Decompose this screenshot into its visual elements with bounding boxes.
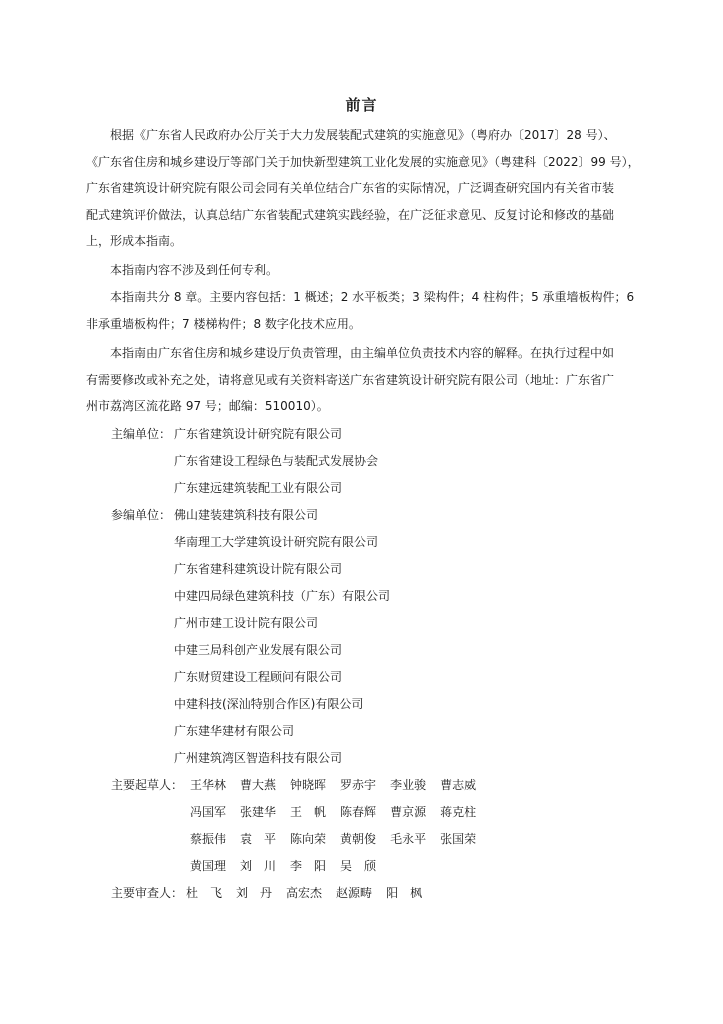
drafter-name: 蔡振伟: [190, 832, 227, 846]
drafter-name: 陈向荣: [290, 832, 327, 846]
drafter-name: 王华林: [190, 778, 227, 792]
drafter-name: 黄国理: [190, 859, 227, 873]
drafters-row: [190, 804, 490, 820]
drafter-name: 蒋克柱: [440, 805, 477, 819]
drafters-row: [190, 777, 490, 793]
paragraph-line: 配式建筑评价做法，认真总结广东省装配式建筑实践经验，在广泛征求意见、反复讨论和修改的基础: [86, 207, 615, 222]
drafter-name: 曹志威: [440, 778, 477, 792]
reviewers-label: 主要审查人：: [111, 886, 184, 900]
paragraph-basis: [86, 122, 656, 255]
drafter-name: 冯国军: [190, 805, 227, 819]
reviewer-name: 赵源畴: [336, 886, 373, 900]
drafter-name: 罗赤宇: [340, 778, 377, 792]
paragraph-patent: [86, 257, 656, 284]
participating-unit: 广州市建工设计院有限公司: [174, 616, 319, 630]
participating-unit: 佛山建装建筑科技有限公司: [174, 508, 319, 522]
drafter-name: 毛永平: [390, 832, 427, 846]
drafters-label: 主要起草人：: [111, 778, 184, 792]
reviewers-row: [186, 885, 436, 901]
paragraph-line: 非承重墙板构件；7 楼梯构件；8 数字化技术应用。: [86, 316, 361, 331]
drafter-name: 曹大燕: [240, 778, 277, 792]
drafter-name: 张建华: [240, 805, 277, 819]
chief-unit: 广东建远建筑装配工业有限公司: [174, 481, 343, 495]
drafter-name: 张国荣: [440, 832, 477, 846]
paragraph-line: 本指南共分 8 章。主要内容包括：1 概述；2 水平板类；3 梁构件；4 柱构件；5 承重墙板构件；6: [110, 290, 635, 304]
drafter-name: 曹京源: [390, 805, 427, 819]
drafter-name: 刘 川: [240, 859, 277, 873]
participating-unit: 中建四局绿色建筑科技（广东）有限公司: [174, 589, 391, 603]
reviewer-name: 刘 丹: [236, 886, 273, 900]
paragraph-line: 有需要修改或补充之处，请将意见或有关资料寄送广东省建筑设计研究院有限公司（地址：广东省广: [86, 372, 615, 387]
drafter-name: 李 阳: [290, 859, 327, 873]
drafters-row: [190, 858, 390, 874]
participating-unit: 广东省建科建筑设计院有限公司: [174, 562, 343, 576]
participating-unit: 中建科技(深汕特别合作区)有限公司: [174, 697, 364, 711]
participating-unit: 广东建华建材有限公司: [174, 724, 295, 738]
chief-unit: 广东省建设工程绿色与装配式发展协会: [174, 454, 379, 468]
drafter-name: 吴 颀: [340, 859, 377, 873]
drafter-name: 王 帆: [290, 805, 327, 819]
drafter-name: 钟晓晖: [290, 778, 327, 792]
chief-unit: 广东省建筑设计研究院有限公司: [174, 427, 343, 441]
paragraph-line: 州市荔湾区流花路 97 号；邮编：510010）。: [86, 399, 329, 413]
drafter-name: 袁 平: [240, 832, 277, 846]
paragraph-line: 上，形成本指南。: [86, 234, 183, 248]
participating-unit: 广东财贸建设工程顾问有限公司: [174, 670, 343, 684]
drafter-name: 陈春辉: [340, 805, 377, 819]
paragraph-line: 本指南内容不涉及到任何专利。: [110, 263, 279, 277]
page-title: 前言: [345, 96, 378, 114]
reviewer-name: 高宏杰: [286, 886, 323, 900]
drafters-row: [190, 831, 490, 847]
reviewer-name: 杜 飞: [186, 886, 223, 900]
drafter-name: 黄朝俊: [340, 832, 377, 846]
paragraph-line: 《广东省住房和城乡建设厅等部门关于加快新型建筑工业化发展的实施意见》（粤建科〔2022〕99 号），: [86, 154, 640, 169]
participating-units-label: 参编单位：: [111, 508, 172, 522]
paragraph-line: 本指南由广东省住房和城乡建设厅负责管理，由主编单位负责技术内容的解释。在执行过程中如: [110, 346, 615, 360]
paragraph-line: 广东省建筑设计研究院有限公司会同有关单位结合广东省的实际情况，广泛调查研究国内有关省市装: [86, 181, 615, 195]
participating-unit: 中建三局科创产业发展有限公司: [174, 643, 343, 657]
participating-unit: 广州建筑湾区智造科技有限公司: [174, 751, 343, 765]
participating-unit: 华南理工大学建筑设计研究院有限公司: [174, 535, 379, 549]
paragraph-management: [86, 340, 656, 420]
reviewer-name: 阳 枫: [386, 886, 423, 900]
chief-units-label: 主编单位：: [111, 427, 172, 441]
paragraph-contents: [86, 284, 656, 337]
paragraph-line: 根据《广东省人民政府办公厅关于大力发展装配式建筑的实施意见》（粤府办〔2017〕28 号）、: [110, 128, 616, 142]
drafter-name: 李业骏: [390, 778, 427, 792]
